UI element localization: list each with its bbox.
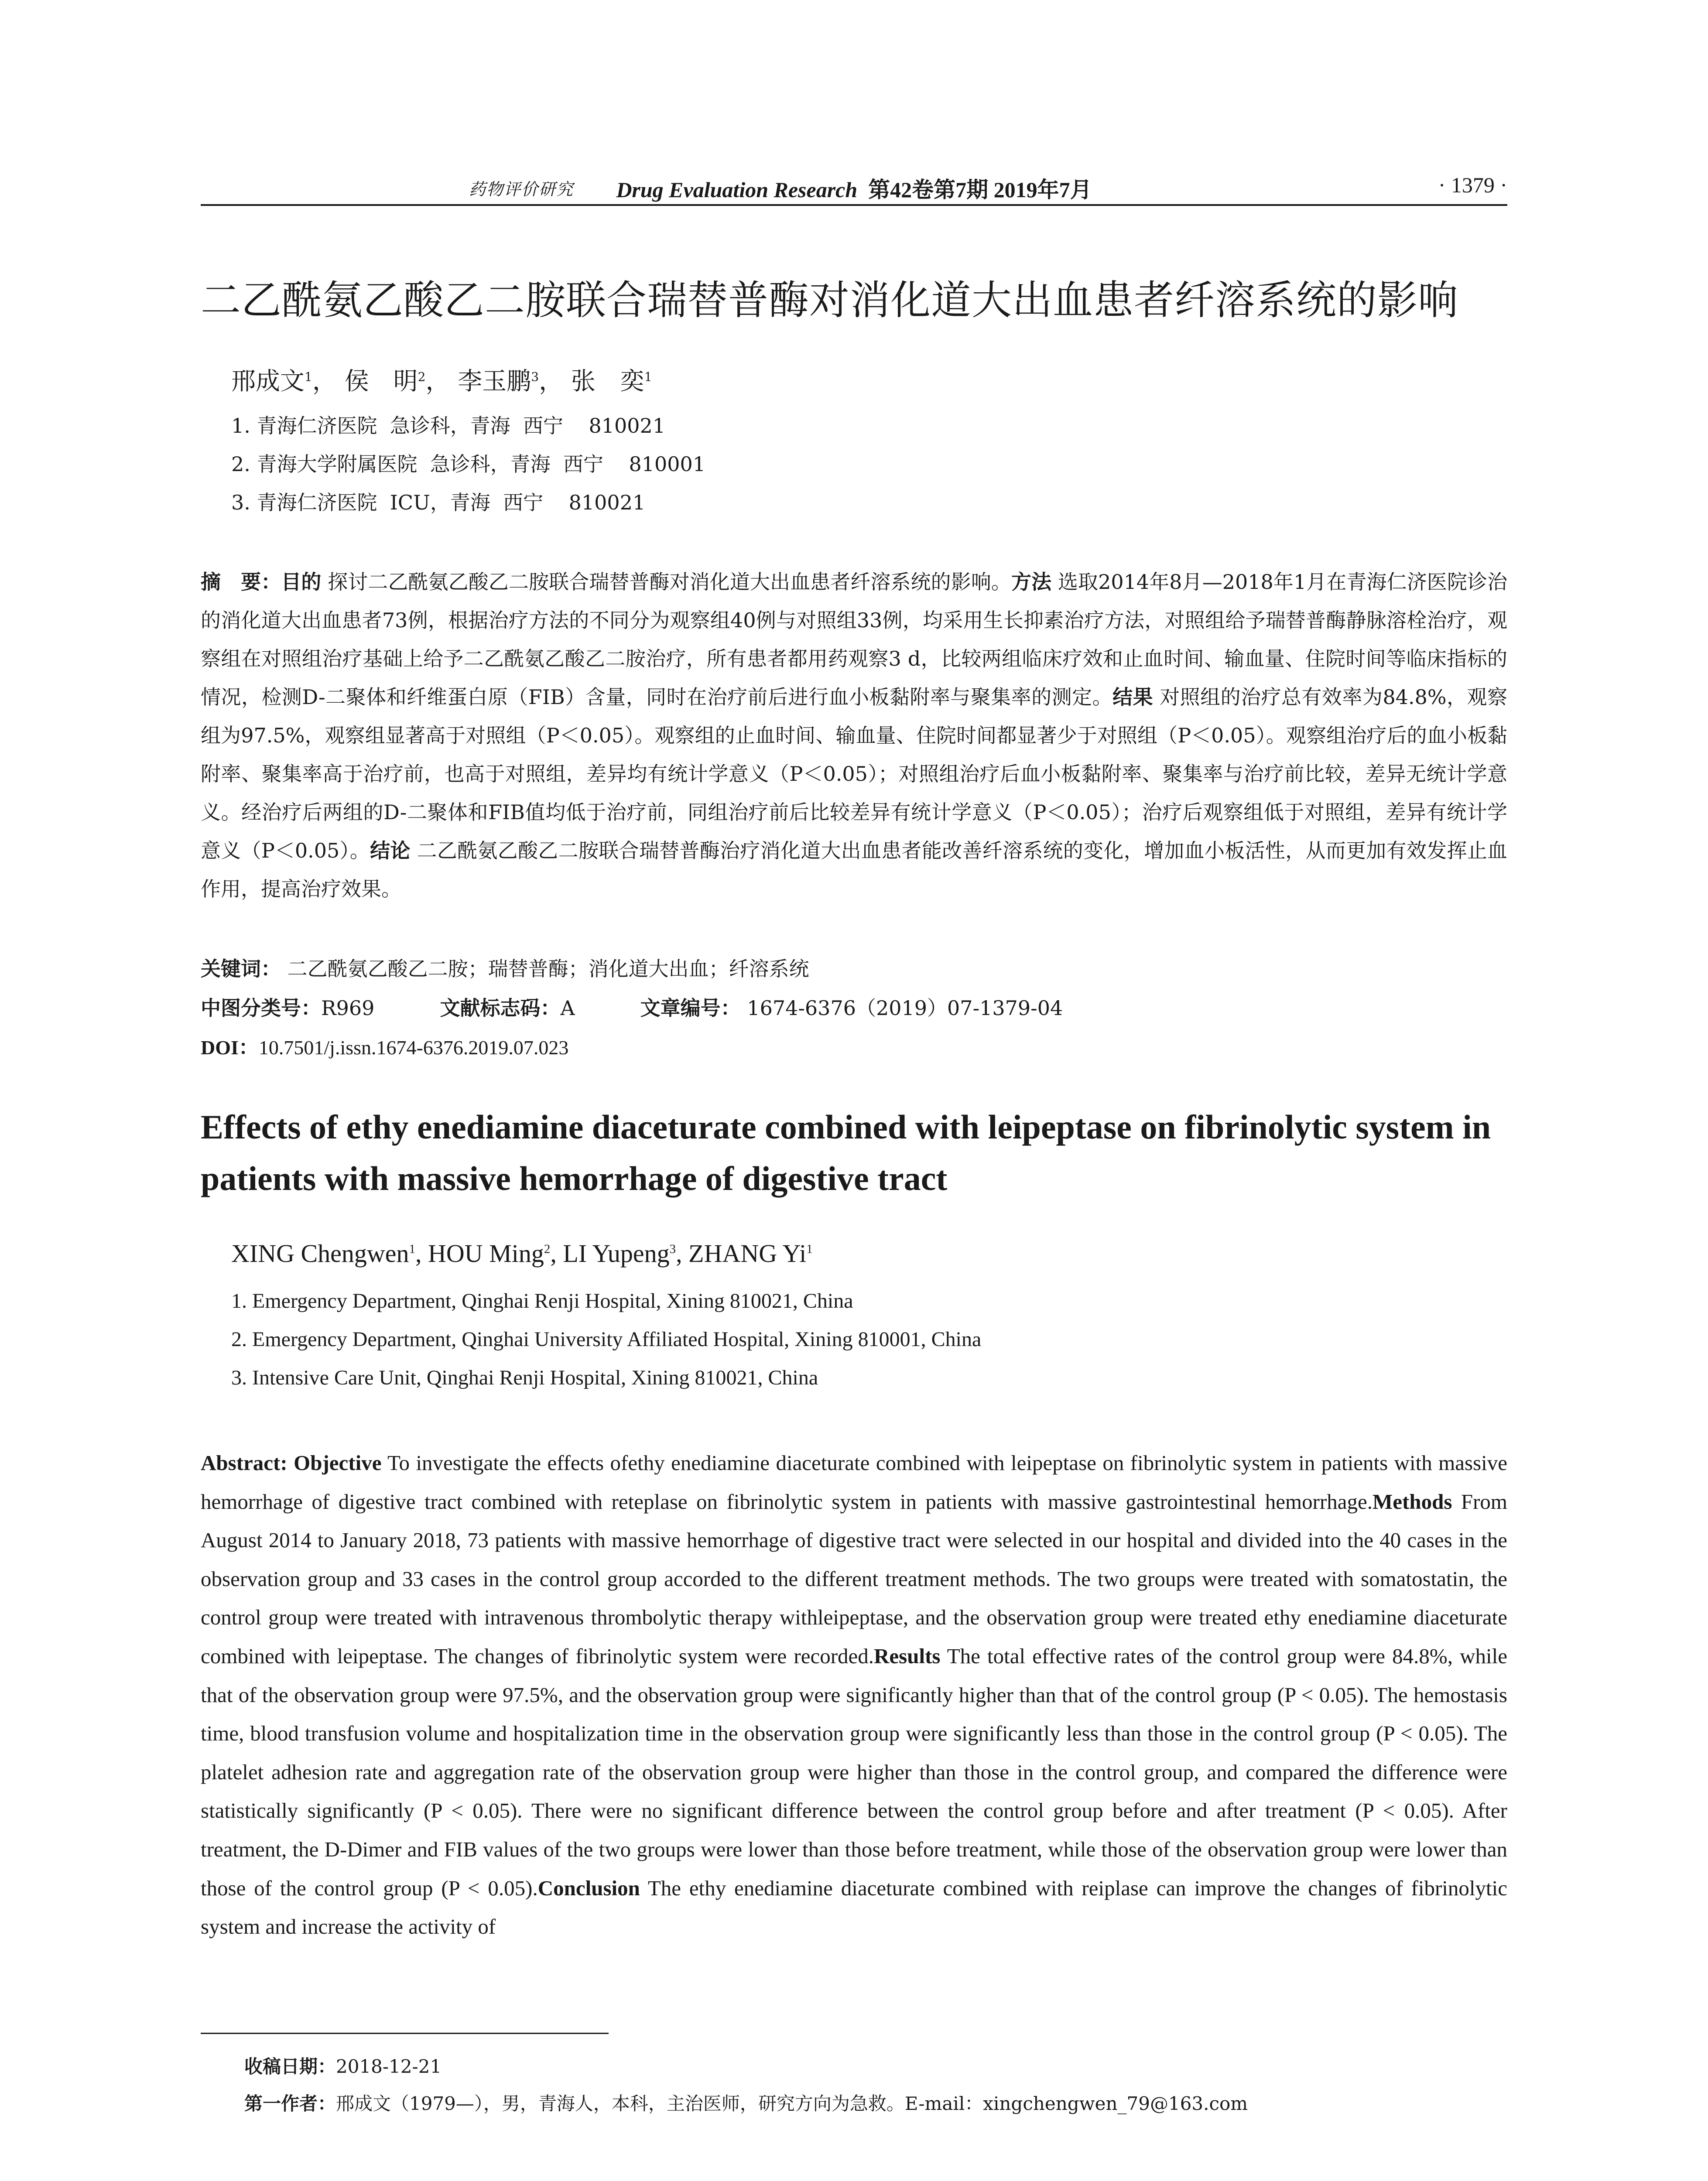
cn-author-aff: 1: [644, 369, 652, 384]
doi-line: [201, 1032, 568, 1060]
en-author-aff: 3: [669, 1242, 676, 1256]
clc-label: 中图分类号：: [201, 996, 321, 1020]
cn-keywords-text: 二乙酰氨乙酸乙二胺；瑞替普酶；消化道大出血；纤溶系统: [287, 957, 809, 981]
en-methods-label: Methods: [1373, 1489, 1452, 1514]
cn-author-name: 邢成文: [231, 367, 305, 396]
cn-results-label: 结果: [1112, 685, 1153, 709]
cn-methods-label: 方法: [1011, 570, 1052, 594]
en-abstract-label: Abstract:: [201, 1451, 288, 1475]
cn-title: 二乙酰氨乙酸乙二胺联合瑞替普酶对消化道大出血患者纤溶系统的影响: [201, 277, 1459, 324]
cn-affiliation: 2. 青海大学附属医院 急诊科，青海 西宁 810001: [231, 452, 706, 476]
journal-issue-line: [201, 172, 1507, 204]
received-label: 收稿日期：: [244, 2056, 336, 2077]
cn-author-name: 张 奕: [571, 367, 644, 396]
en-author-list: XING Chengwen$^1$, HOU Ming$^2$, LI Yupeng$^3$, ZHANG Yi$^1$: [231, 1239, 813, 1268]
en-objective-text: To investigate the effects ofethy enediamine diaceturate combined with leipeptase on fibrinolytic system in patients with massive hemorrhage of digestive tract combined with reteplase on fibrinolytic system in patients with massive gastrointestinal hemorrhage.: [201, 1451, 1508, 1514]
page-number: · 1379 ·: [1438, 173, 1507, 197]
en-author-aff: 2: [544, 1242, 551, 1256]
en-title: Effects of ethy enediamine diaceturate combined with leipeptase on fibrinolytic system in patients with massive hemorrhage of digestive tract: [201, 1108, 1491, 1197]
en-abstract: [201, 1444, 1507, 1946]
article-no-label: 文章编号：: [640, 996, 741, 1020]
footnote-received: [244, 2052, 442, 2078]
doi-label: DOI：: [201, 1036, 259, 1059]
journal-issue: 第42卷第7期 2019年7月: [868, 178, 1092, 202]
cn-conclusion-label: 结论: [370, 839, 411, 862]
cn-author-list: 邢成文$^1$， 侯 明$^2$， 李玉鹏$^3$， 张 奕$^1$: [231, 367, 652, 396]
cn-author-aff: 1: [305, 369, 312, 384]
cn-objective-label: 目的: [281, 570, 322, 594]
footnote-rule: [201, 2033, 609, 2034]
en-conclusion-label: Conclusion: [537, 1876, 640, 1900]
first-author-text: 邢成文（1979—），男，青海人，本科，主治医师，研究方向为急救。E-mail：xingchengwen_79@163.com: [336, 2093, 1248, 2114]
en-affiliation: 2. Emergency Department, Qinghai University Affiliated Hospital, Xining 810001, China: [231, 1328, 982, 1351]
cn-classification: [201, 992, 1063, 1021]
doc-code-label: 文献标志码：: [440, 996, 561, 1020]
received-date: 2018-12-21: [336, 2056, 442, 2077]
doc-code-value: A: [560, 996, 575, 1020]
journal-logo: 药物评价研究: [469, 180, 574, 199]
footnote-first-author: [244, 2089, 1248, 2116]
clc-value: R969: [321, 996, 375, 1020]
en-affiliation: 1. Emergency Department, Qinghai Renji Hospital, Xining 810021, China: [231, 1289, 853, 1313]
running-header: [201, 172, 1507, 203]
doi-value: 10.7501/j.issn.1674-6376.2019.07.023: [258, 1036, 569, 1059]
cn-conclusion-text: 二乙酰氨乙酸乙二胺联合瑞替普酶治疗消化道大出血患者能改善纤溶系统的变化，增加血小板活性，从而更加有效发挥止血作用，提高治疗效果。: [201, 839, 1508, 901]
cn-results-text: 对照组的治疗总有效率为84.8%，观察组为97.5%，观察组显著高于对照组（P＜0.05）。观察组的止血时间、输血量、住院时间都显著少于对照组（P＜0.05）。观察组治疗后的血小板黏附率、聚集率高于治疗前，也高于对照组，差异均有统计学意义（P＜0.05）；对照组治疗后血小板黏附率、聚集率与治疗前比较，差异无统计学意义。经治疗后两组的D-二聚体和FIB值均低于治疗前，同组治疗前后比较差异有统计学意义（P＜0.05）；治疗后观察组低于对照组，差异有统计学意义（P＜0.05）。: [201, 685, 1508, 862]
cn-affiliation: 3. 青海仁济医院 ICU，青海 西宁 810021: [231, 491, 646, 514]
en-conclusion-text: The ethy enediamine diaceturate combined with reiplase can improve the changes of fibrinolytic system and increase the activity of: [201, 1876, 1507, 1939]
en-objective-label: Objective: [294, 1451, 382, 1475]
cn-author-name: 李玉鹏: [458, 367, 531, 396]
cn-author-aff: 3: [531, 369, 539, 384]
en-affiliation: 3. Intensive Care Unit, Qinghai Renji Hospital, Xining 810021, China: [231, 1366, 818, 1389]
cn-keywords: [201, 953, 809, 982]
cn-abstract-label: 摘 要：: [201, 570, 281, 594]
cn-keywords-label: 关键词：: [201, 957, 281, 981]
en-author-name: XING Chengwen: [231, 1239, 409, 1268]
cn-author-name: 侯 明: [344, 367, 418, 396]
en-author-name: HOU Ming: [428, 1239, 544, 1268]
en-author-name: ZHANG Yi: [688, 1239, 807, 1268]
en-author-name: LI Yupeng: [563, 1239, 670, 1268]
en-results-label: Results: [874, 1644, 941, 1668]
en-author-aff: 1: [409, 1242, 416, 1256]
article-no-value: 1674-6376（2019）07-1379-04: [747, 996, 1063, 1020]
en-methods-text: From August 2014 to January 2018, 73 patients with massive hemorrhage of digestive tract were selected in our hospital and divided into the 40 cases in the observation group and 33 cases in the control group accorded to the different treatment methods. The two groups were treated with somatostatin, the control group were treated with intravenous thrombolytic therapy withleipeptase, and the observation group were treated ethy enediamine diaceturate combined with leipeptase. The changes of fibrinolytic system were recorded.: [201, 1489, 1507, 1668]
cn-abstract: [201, 563, 1507, 908]
en-results-text: The total effective rates of the control group were 84.8%, while that of the observation group were 97.5%, and the observation group were significantly higher than that of the control group (P < 0.05). The hemostasis time, blood transfusion volume and hospitalization time in the observation group were significantly less than those in the control group (P < 0.05). The platelet adhesion rate and aggregation rate of the observation group were higher than those in the control group, and compared the difference were statistically significantly (P < 0.05). There were no significant difference between the control group before and after treatment (P < 0.05). After treatment, the D-Dimer and FIB values of the two groups were lower than those before treatment, while those of the observation group were lower than those of the control group (P < 0.05).: [201, 1644, 1507, 1900]
cn-methods-text: 选取2014年8月—2018年1月在青海仁济医院诊治的消化道大出血患者73例，根据治疗方法的不同分为观察组40例与对照组33例，均采用生长抑素治疗方法，对照组给予瑞替普酶静脉溶栓治疗，观察组在对照组治疗基础上给予二乙酰氨乙酸乙二胺治疗，所有患者都用药观察3 d，比较两组临床疗效和止血时间、输血量、住院时间等临床指标的情况，检测D-二聚体和纤维蛋白原（FIB）含量，同时在治疗前后进行血小板黏附率与聚集率的测定。: [201, 570, 1508, 709]
first-author-label: 第一作者：: [244, 2093, 336, 2114]
header-rule: [201, 204, 1507, 206]
journal-name: Drug Evaluation Research: [616, 178, 858, 202]
cn-affiliation: 1. 青海仁济医院 急诊科，青海 西宁 810021: [231, 414, 666, 438]
en-author-aff: 1: [806, 1242, 813, 1256]
cn-author-aff: 2: [418, 369, 426, 384]
cn-objective-text: 探讨二乙酰氨乙酸乙二胺联合瑞替普酶对消化道大出血患者纤溶系统的影响。: [328, 570, 1012, 594]
